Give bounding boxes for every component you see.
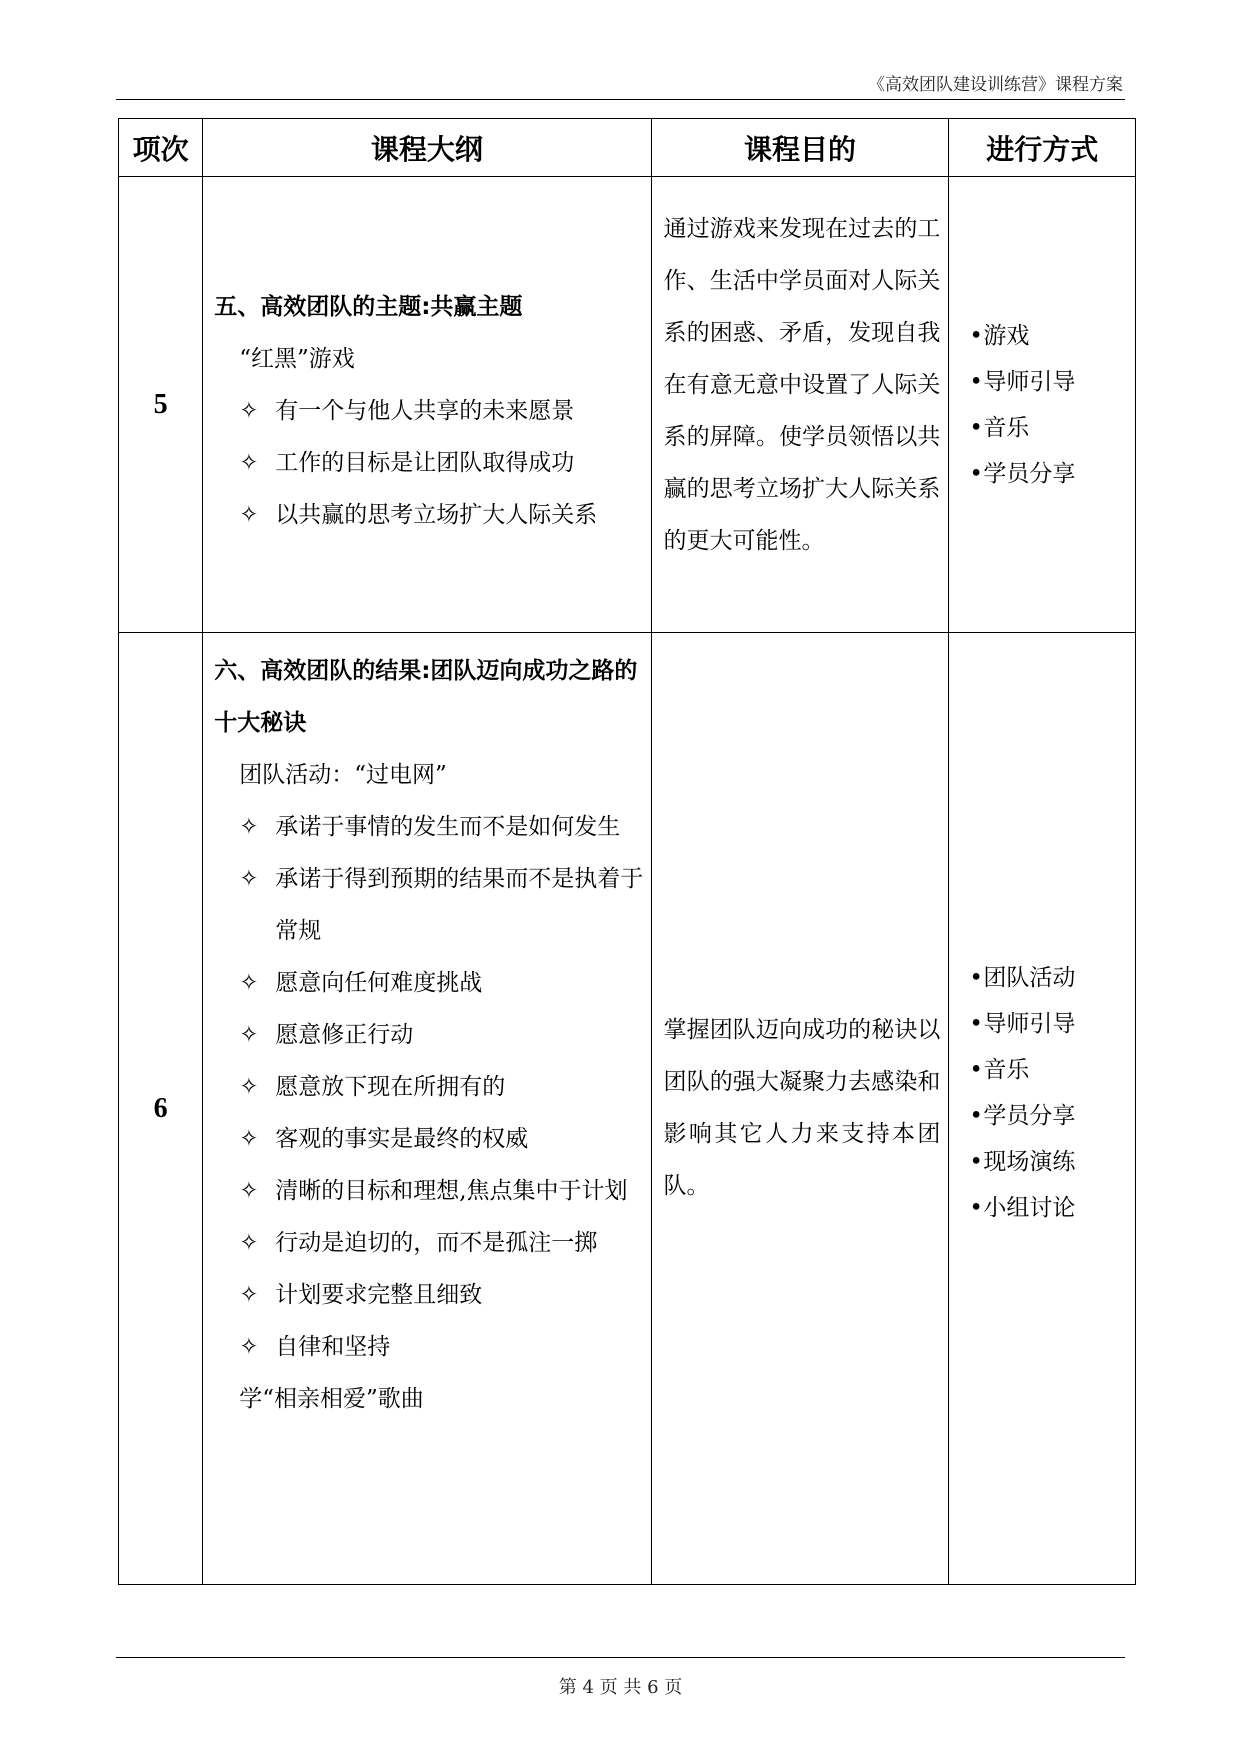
method-item: • 音乐 (969, 405, 1135, 451)
method-item: • 学员分享 (969, 451, 1135, 497)
outline-cell (203, 633, 651, 1585)
method-cell (949, 633, 1136, 1585)
activity-intro: “红黑”游戏 (239, 346, 355, 372)
bullet-dot-icon: • (969, 1195, 983, 1221)
table-row (119, 177, 1136, 633)
method-item: • 导师引导 (969, 359, 1135, 405)
bullet-dot-icon: • (969, 415, 983, 441)
goal-cell (651, 633, 949, 1585)
goal-cell (651, 177, 949, 633)
diamond-star-icon: ✧ (239, 866, 259, 892)
section-title: 六、高效团队的结果:团队迈向成功之路的十大秘诀 (214, 658, 638, 736)
header-method: 进行方式 (949, 119, 1136, 177)
list-item: ✧ 承诺于得到预期的结果而不是执着于常规 (203, 853, 650, 957)
list-item: ✧ 客观的事实是最终的权威 (203, 1113, 650, 1165)
header-divider (116, 99, 1125, 100)
section-title: 五、高效团队的主题:共赢主题 (214, 294, 523, 320)
list-item: ✧ 有一个与他人共享的未来愿景 (203, 385, 650, 437)
method-item: • 团队活动 (969, 955, 1135, 1001)
list-item: ✧ 清晰的目标和理想,焦点集中于计划 (203, 1165, 650, 1217)
method-item: • 导师引导 (969, 1001, 1135, 1047)
list-item: ✧ 计划要求完整且细致 (203, 1269, 650, 1321)
bullet-dot-icon: • (969, 965, 983, 991)
diamond-star-icon: ✧ (239, 1022, 259, 1048)
row-number: 5 (119, 177, 203, 633)
method-item: • 小组讨论 (969, 1185, 1135, 1231)
method-item: • 音乐 (969, 1047, 1135, 1093)
list-item: ✧ 愿意向任何难度挑战 (203, 957, 650, 1009)
list-item: ✧ 工作的目标是让团队取得成功 (203, 437, 650, 489)
header-outline: 课程大纲 (203, 119, 651, 177)
method-item: • 学员分享 (969, 1093, 1135, 1139)
page-number: 第 4 页 共 6 页 (558, 1677, 683, 1698)
diamond-star-icon: ✧ (239, 1334, 259, 1360)
bullet-dot-icon: • (969, 1103, 983, 1129)
list-item: ✧ 自律和坚持 (203, 1321, 650, 1373)
diamond-star-icon: ✧ (239, 1178, 259, 1204)
bullet-dot-icon: • (969, 1057, 983, 1083)
row-number: 6 (119, 633, 203, 1585)
header-goal: 课程目的 (651, 119, 949, 177)
goal-text: 掌握团队迈向成功的秘诀以团队的强大凝聚力去感染和影响其它人力来支持本团队。 (663, 1017, 941, 1199)
table-row (119, 633, 1136, 1585)
footer-divider (116, 1657, 1125, 1658)
list-item: ✧ 承诺于事情的发生而不是如何发生 (203, 801, 650, 853)
method-item: • 游戏 (969, 313, 1135, 359)
diamond-star-icon: ✧ (239, 1230, 259, 1256)
bullet-dot-icon: • (969, 1011, 983, 1037)
table-header-row (119, 119, 1136, 177)
course-table (118, 118, 1136, 1585)
bullet-dot-icon: • (969, 461, 983, 487)
method-cell (949, 177, 1136, 633)
list-item: ✧ 愿意放下现在所拥有的 (203, 1061, 650, 1113)
bullet-dot-icon: • (969, 1149, 983, 1175)
method-list (949, 313, 1135, 497)
diamond-star-icon: ✧ (239, 970, 259, 996)
bullet-dot-icon: • (969, 369, 983, 395)
list-item: ✧ 愿意修正行动 (203, 1009, 650, 1061)
method-list (949, 955, 1135, 1231)
diamond-star-icon: ✧ (239, 814, 259, 840)
diamond-star-icon: ✧ (239, 398, 259, 424)
diamond-star-icon: ✧ (239, 502, 259, 528)
diamond-star-icon: ✧ (239, 450, 259, 476)
diamond-star-icon: ✧ (239, 1282, 259, 1308)
list-item: ✧ 以共赢的思考立场扩大人际关系 (203, 489, 650, 541)
header-no: 项次 (119, 119, 203, 177)
goal-text: 通过游戏来发现在过去的工作、生活中学员面对人际关系的困惑、矛盾，发现自我在有意无意中设置了人际关系的屏障。使学员领悟以共赢的思考立场扩大人际关系的更大可能性。 (663, 216, 941, 554)
list-item: ✧ 行动是迫切的，而不是孤注一掷 (203, 1217, 650, 1269)
activity-intro: 团队活动：“过电网” (239, 762, 447, 788)
bullet-dot-icon: • (969, 323, 983, 349)
diamond-star-icon: ✧ (239, 1126, 259, 1152)
song-line: 学“相亲相爱”歌曲 (239, 1386, 424, 1412)
outline-cell (203, 177, 651, 633)
diamond-star-icon: ✧ (239, 1074, 259, 1100)
document-header-title: 《高效团队建设训练营》课程方案 (868, 75, 1123, 95)
method-item: • 现场演练 (969, 1139, 1135, 1185)
